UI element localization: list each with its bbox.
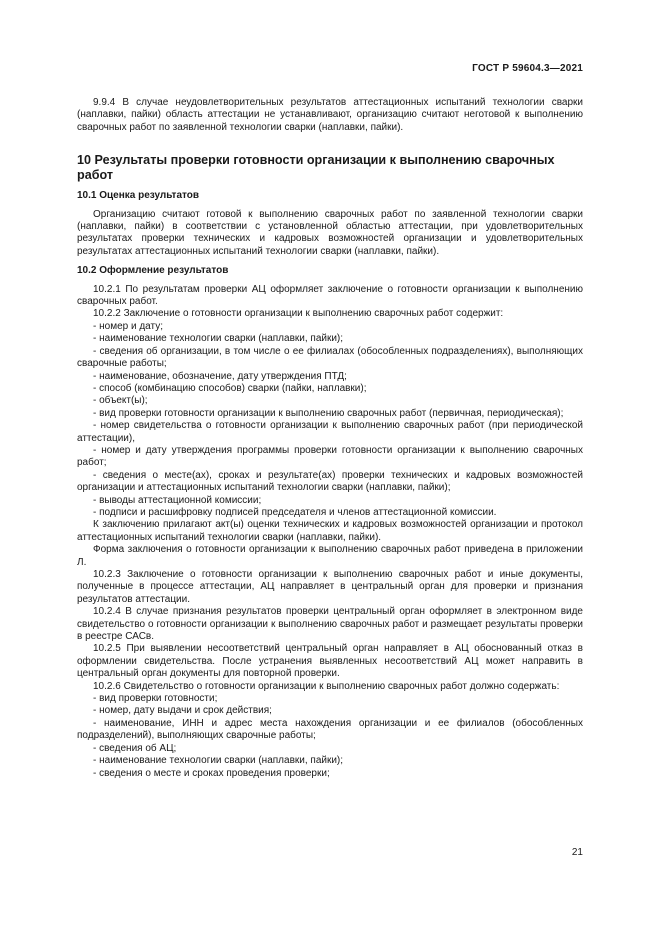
list-item: - сведения об АЦ;	[93, 742, 177, 754]
paragraph-form: Форма заключения о готовности организации к выполнению сварочных работ приведена в приложении Л.	[77, 544, 583, 568]
paragraph-acts: К заключению прилагают акт(ы) оценки технических и кадровых возможностей организации и протокол аттестационных испытаний технологии сварки (наплавки, пайки).	[77, 519, 583, 543]
paragraph-10-2-6: 10.2.6 Свидетельство о готовности организации к выполнению сварочных работ должно содержать:	[93, 680, 560, 692]
list-item: - номер, дату выдачи и срок действия;	[93, 705, 272, 717]
list-item: - объект(ы);	[93, 395, 148, 407]
paragraph-10-2-3: 10.2.3 Заключение о готовности организации к выполнению сварочных работ и иные документы, полученные в процессе аттестации, АЦ направляет в центральный орган для проверки и признания результатов аттестации.	[77, 569, 583, 605]
list-item: - подписи и расшифровку подписей председателя и членов аттестационной комиссии.	[93, 506, 497, 518]
list-item: - вид проверки готовности организации к выполнению сварочных работ (первичная, периодическая);	[93, 407, 564, 419]
section-10-2-heading: 10.2 Оформление результатов	[77, 265, 229, 277]
paragraph-10-2-4: 10.2.4 В случае признания результатов проверки центральный орган оформляет в электронном виде свидетельство о готовности организации к выполнению сварочных работ и размещает результаты проверки в реестре САСв.	[77, 606, 583, 643]
paragraph-9-9-4: 9.9.4 В случае неудовлетворительных результатов аттестационных испытаний технологии сварки (наплавки, пайки) область аттестации не устанавливают, организацию считают неготовой к выполнению сварочных работ по заявленной технологии сварки (наплавки, пайки).	[77, 97, 583, 133]
document-code: ГОСТ Р 59604.3—2021	[472, 63, 583, 74]
section-10-1-heading: 10.1 Оценка результатов	[77, 190, 200, 202]
page-content	[77, 97, 583, 780]
list-item: - наименование, обозначение, дату утверждения ПТД;	[93, 370, 347, 382]
list-item: - номер и дату;	[93, 320, 163, 332]
paragraph-10-2-2: 10.2.2 Заключение о готовности организации к выполнению сварочных работ содержит:	[93, 308, 504, 320]
page-number: 21	[571, 847, 583, 858]
list-item: - сведения об организации, в том числе о ее филиалах (обособленных подразделениях), выполняющих сварочные работы;	[77, 345, 583, 370]
list-item: - номер свидетельства о готовности организации к выполнению сварочных работ (при периодической аттестации),	[77, 420, 583, 444]
list-item: - выводы аттестационной комиссии;	[93, 494, 262, 506]
paragraph-10-1: Организацию считают готовой к выполнению сварочных работ по заявленной технологии сварки (наплавки, пайки) в соответствии с установленной областью аттестации, при удовлетворительных результатах проверки технических и кадровых возможностей организации и удовлетворительных результатах аттестационных испытаний технологии сварки (наплавки, пайки).	[77, 208, 583, 257]
paragraph-10-2-1: 10.2.1 По результатам проверки АЦ оформляет заключение о готовности организации к выполнению сварочных работ.	[77, 283, 583, 308]
list-item: - вид проверки готовности;	[93, 693, 218, 705]
list-item: - сведения о месте и сроках проведения проверки;	[93, 767, 330, 779]
list-item: - сведения о месте(ах), сроках и результате(ах) проверки технических и кадровых возможностей организации и аттестационных испытаний технологии сварки (наплавки, пайки);	[77, 469, 583, 494]
list-item: - наименование технологии сварки (наплавки, пайки);	[93, 333, 344, 345]
list-item: - наименование технологии сварки (наплавки, пайки);	[93, 755, 344, 767]
paragraph-10-2-5: 10.2.5 При выявлении несоответствий центральный орган направляет в АЦ обоснованный отказ в оформлении свидетельства. После устранения выявленных несоответствий АЦ может направить в центральный орган документы для повторной проверки.	[77, 643, 583, 680]
list-item: - способ (комбинацию способов) сварки (пайки, наплавки);	[93, 382, 367, 394]
section-10-heading: 10 Результаты проверки готовности организации к выполнению сварочных работ	[77, 153, 555, 183]
list-item: - номер и дату утверждения программы проверки готовности организации к выполнению сварочных работ;	[77, 444, 583, 469]
list-item: - наименование, ИНН и адрес места нахождения организации и ее филиалов (обособленных подразделений), выполняющих сварочные работы;	[77, 717, 583, 742]
